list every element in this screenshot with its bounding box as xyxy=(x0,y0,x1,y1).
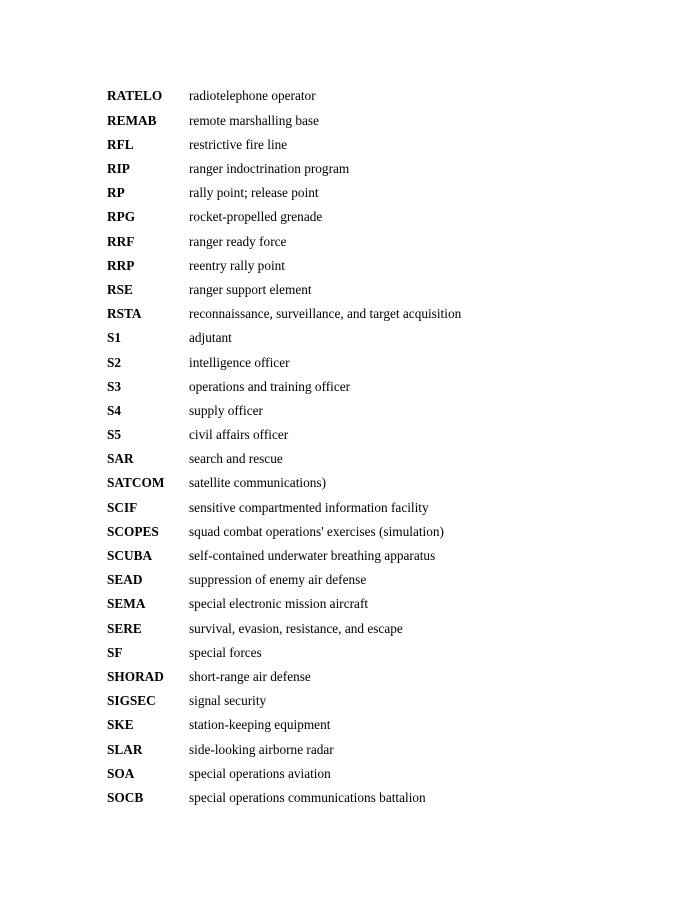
glossary-entry xyxy=(107,108,667,132)
acronym-definition: restrictive fire line xyxy=(189,136,288,152)
acronym-term: RRP xyxy=(107,257,135,273)
acronym-term: REMAB xyxy=(107,112,157,128)
acronym-glossary xyxy=(107,84,667,810)
glossary-entry xyxy=(107,398,667,422)
acronym-definition: station-keeping equipment xyxy=(189,717,331,733)
acronym-definition: reconnaissance, surveillance, and target acquisition xyxy=(189,306,462,322)
acronym-definition: sensitive compartmented information facility xyxy=(189,499,429,515)
acronym-term: SERE xyxy=(107,620,142,636)
glossary-entry xyxy=(107,350,667,374)
glossary-entry xyxy=(107,761,667,785)
acronym-term: RIP xyxy=(107,161,130,176)
glossary-entry xyxy=(107,616,667,640)
glossary-entry xyxy=(107,447,667,471)
acronym-term: SIGSEC xyxy=(107,693,156,709)
acronym-term: SKE xyxy=(107,717,134,733)
acronym-definition: search and rescue xyxy=(189,451,283,467)
acronym-term: S1 xyxy=(107,330,122,346)
acronym-definition: operations and training officer xyxy=(189,378,351,394)
acronym-definition: ranger support element xyxy=(189,281,312,297)
glossary-entry xyxy=(107,592,667,616)
acronym-definition: supply officer xyxy=(189,402,263,418)
acronym-definition: satellite communications) xyxy=(189,475,326,491)
glossary-entry xyxy=(107,544,667,568)
acronym-term: RSE xyxy=(107,281,133,297)
acronym-definition: rocket-propelled grenade xyxy=(189,209,323,225)
acronym-term: SCIF xyxy=(107,499,138,515)
acronym-term: RATELO xyxy=(107,88,163,104)
glossary-entry xyxy=(107,689,667,713)
acronym-definition: survival, evasion, resistance, and escape xyxy=(189,620,403,636)
acronym-term: S3 xyxy=(107,378,122,394)
glossary-entry xyxy=(107,84,667,108)
glossary-entry xyxy=(107,640,667,664)
acronym-term: SOA xyxy=(107,765,135,781)
glossary-entry xyxy=(107,302,667,326)
acronym-term: S4 xyxy=(107,402,122,418)
acronym-term: RRF xyxy=(107,233,135,249)
acronym-definition: civil affairs officer xyxy=(189,427,289,443)
acronym-definition: adjutant xyxy=(189,330,232,346)
glossary-entry xyxy=(107,471,667,495)
glossary-entry xyxy=(107,713,667,737)
acronym-term: SHORAD xyxy=(107,668,164,684)
glossary-entry xyxy=(107,423,667,447)
glossary-entry xyxy=(107,205,667,229)
acronym-definition: special electronic mission aircraft xyxy=(189,596,369,612)
acronym-definition: self-contained underwater breathing apparatus xyxy=(189,548,436,563)
acronym-term: SF xyxy=(107,644,123,660)
acronym-definition: special operations communications battalion xyxy=(189,789,426,805)
acronym-definition: signal security xyxy=(189,693,267,709)
acronym-term: RSTA xyxy=(107,306,142,322)
acronym-term: RFL xyxy=(107,136,134,152)
glossary-entry xyxy=(107,665,667,689)
acronym-term: SEAD xyxy=(107,572,143,588)
glossary-entry xyxy=(107,519,667,543)
acronym-definition: ranger indoctrination program xyxy=(189,161,350,176)
acronym-term: SATCOM xyxy=(107,475,165,491)
acronym-term: SEMA xyxy=(107,596,146,612)
acronym-definition: ranger ready force xyxy=(189,233,287,249)
acronym-definition: suppression of enemy air defense xyxy=(189,572,367,588)
acronym-term: SOCB xyxy=(107,789,144,805)
acronym-term: SCOPES xyxy=(107,523,159,539)
acronym-term: SAR xyxy=(107,451,134,467)
glossary-entry xyxy=(107,495,667,519)
acronym-definition: radiotelephone operator xyxy=(189,88,316,104)
acronym-term: S5 xyxy=(107,427,122,443)
acronym-term: SLAR xyxy=(107,741,143,757)
acronym-term: RPG xyxy=(107,209,136,225)
acronym-term: RP xyxy=(107,185,125,201)
glossary-entry xyxy=(107,229,667,253)
glossary-entry xyxy=(107,253,667,277)
glossary-entry xyxy=(107,157,667,181)
acronym-definition: squad combat operations' exercises (simulation) xyxy=(189,523,444,539)
acronym-term: SCUBA xyxy=(107,548,153,563)
acronym-definition: intelligence officer xyxy=(189,354,290,370)
acronym-definition: short-range air defense xyxy=(189,668,311,684)
acronym-definition: rally point; release point xyxy=(189,185,319,201)
acronym-term: S2 xyxy=(107,354,122,370)
acronym-definition: reentry rally point xyxy=(189,257,285,273)
glossary-entry xyxy=(107,132,667,156)
acronym-definition: special operations aviation xyxy=(189,765,331,781)
glossary-entry xyxy=(107,374,667,398)
acronym-definition: special forces xyxy=(189,644,262,660)
glossary-entry xyxy=(107,181,667,205)
glossary-entry xyxy=(107,737,667,761)
acronym-definition: side-looking airborne radar xyxy=(189,741,334,757)
acronym-definition: remote marshalling base xyxy=(189,112,319,128)
glossary-entry xyxy=(107,785,667,809)
glossary-entry xyxy=(107,326,667,350)
glossary-entry xyxy=(107,568,667,592)
glossary-entry xyxy=(107,278,667,302)
